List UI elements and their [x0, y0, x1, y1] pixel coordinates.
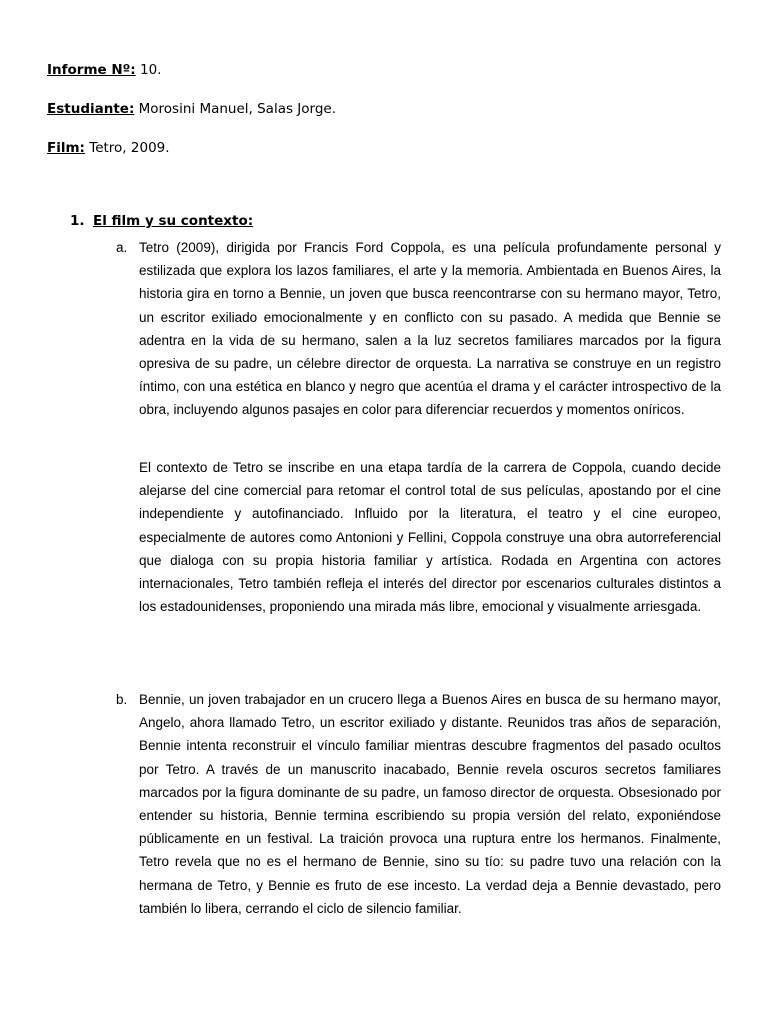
section-number: 1.	[70, 213, 85, 229]
student-value: Morosini Manuel, Salas Jorge.	[134, 101, 337, 117]
section-heading	[70, 212, 253, 230]
item-a-paragraph-1: Tetro (2009), dirigida por Francis Ford Coppola, es una película profundamente personal y estilizada que explora los lazos familiares, el arte y la memoria. Ambientada en Buenos Aires, la historia gira en torno a Bennie, un joven que busca reencontrarse con su hermano mayor, Tetro, un escritor exiliado emocionalmente y en conflicto con su pasado. A medida que Bennie se adentra en la vida de su hermano, salen a la luz secretos familiares marcados por la figura opresiva de su padre, un célebre director de orquesta. La narrativa se construye en un registro íntimo, con una estética en blanco y negro que acentúa el drama y el carácter introspectivo de la obra, incluyendo algunos pasajes en color para diferenciar recuerdos y momentos oníricos.	[139, 240, 721, 418]
film-line	[47, 139, 170, 157]
student-line	[47, 100, 336, 118]
report-number-value: 10.	[135, 62, 162, 78]
item-b-paragraph-1: Bennie, un joven trabajador en un crucero llega a Buenos Aires en busca de su hermano mayor, Angelo, ahora llamado Tetro, un escritor exiliado y distante. Reunidos tras años de separación, Bennie intenta reconstruir el vínculo familiar mientras descubre fragmentos del pasado ocultos por Tetro. A través de un manuscrito inacabado, Bennie revela oscuros secretos familiares marcados por la figura dominante de su padre, un famoso director de orquesta. Obsesionado por entender su historia, Bennie termina escribiendo su propia versión del relato, exponiéndose públicamente en un festival. La traición provoca una ruptura entre los hermanos. Finalmente, Tetro revela que no es el hermano de Bennie, sino su tío: su padre tuvo una relación con la hermana de Tetro, y Bennie es fruto de ese incesto. La verdad deja a Bennie devastado, pero también lo libera, cerrando el ciclo de silencio familiar.	[139, 692, 721, 916]
report-number-label: Informe Nº:	[47, 62, 136, 78]
item-a-paragraph-2: El contexto de Tetro se inscribe en una etapa tardía de la carrera de Coppola, cuando decide alejarse del cine comercial para retomar el control total de sus películas, apostando por el cine independiente y autofinanciado. Influido por la literatura, el teatro y el cine europeo, especialmente de autores como Antonioni y Fellini, Coppola construye una obra autorreferencial que dialoga con su propia historia familiar y artística. Rodada en Argentina con actores internacionales, Tetro también refleja el interés del director por escenarios culturales distintos a los estadounidenses, proponiendo una mirada más libre, emocional y visualmente arriesgada.	[139, 460, 721, 615]
film-value: Tetro, 2009.	[84, 140, 170, 156]
item-b-marker: b.	[116, 692, 128, 707]
student-label: Estudiante:	[47, 101, 135, 117]
film-label: Film:	[47, 140, 85, 156]
report-number-line	[47, 61, 161, 79]
section-title: El film y su contexto:	[93, 213, 254, 229]
item-a-marker: a.	[116, 240, 128, 255]
